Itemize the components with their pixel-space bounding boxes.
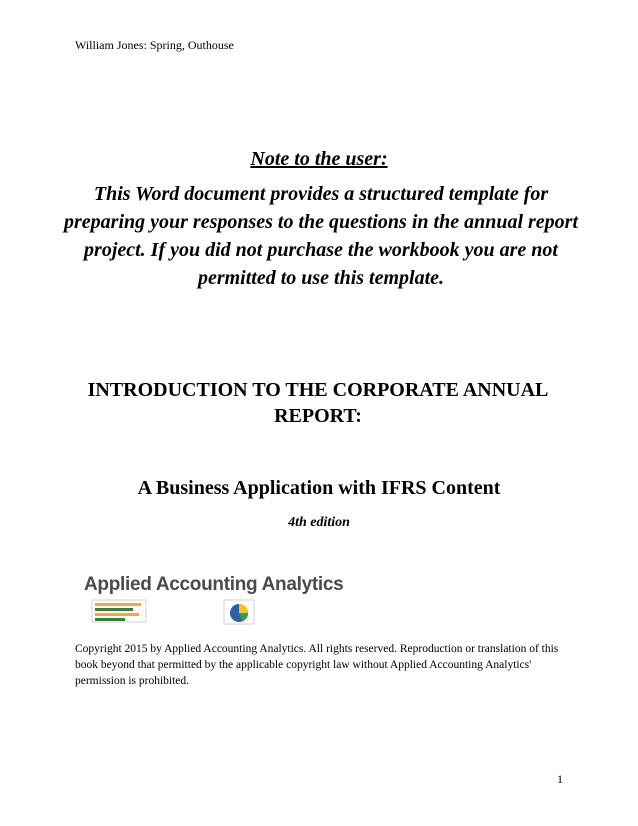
logo-graphics — [84, 598, 344, 626]
logo-text: Applied Accounting Analytics — [84, 574, 344, 595]
running-header: William Jones: Spring, Outhouse — [75, 38, 234, 52]
document-title: INTRODUCTION TO THE CORPORATE ANNUAL REPORT: — [87, 379, 549, 427]
document-subtitle: A Business Application with IFRS Content — [137, 477, 501, 499]
applied-accounting-analytics-logo — [84, 574, 344, 626]
page-number: 1 — [557, 772, 563, 786]
bar-chart-icon — [92, 600, 146, 622]
note-heading: Note to the user: — [250, 148, 388, 170]
pie-chart-icon — [224, 600, 254, 624]
note-body: This Word document provides a structured template for preparing your responses to the questions in the annual report project. If you did not purchase the workbook you are not permitted to use this template. — [64, 183, 578, 289]
copyright-notice: Copyright 2015 by Applied Accounting Analytics. All rights reserved. Reproduction or translation of this book beyond that permitted by the applicable copyright law without Applied Accounting Analytics' permission is prohibited. — [75, 643, 559, 687]
edition-label: 4th edition — [288, 515, 350, 530]
